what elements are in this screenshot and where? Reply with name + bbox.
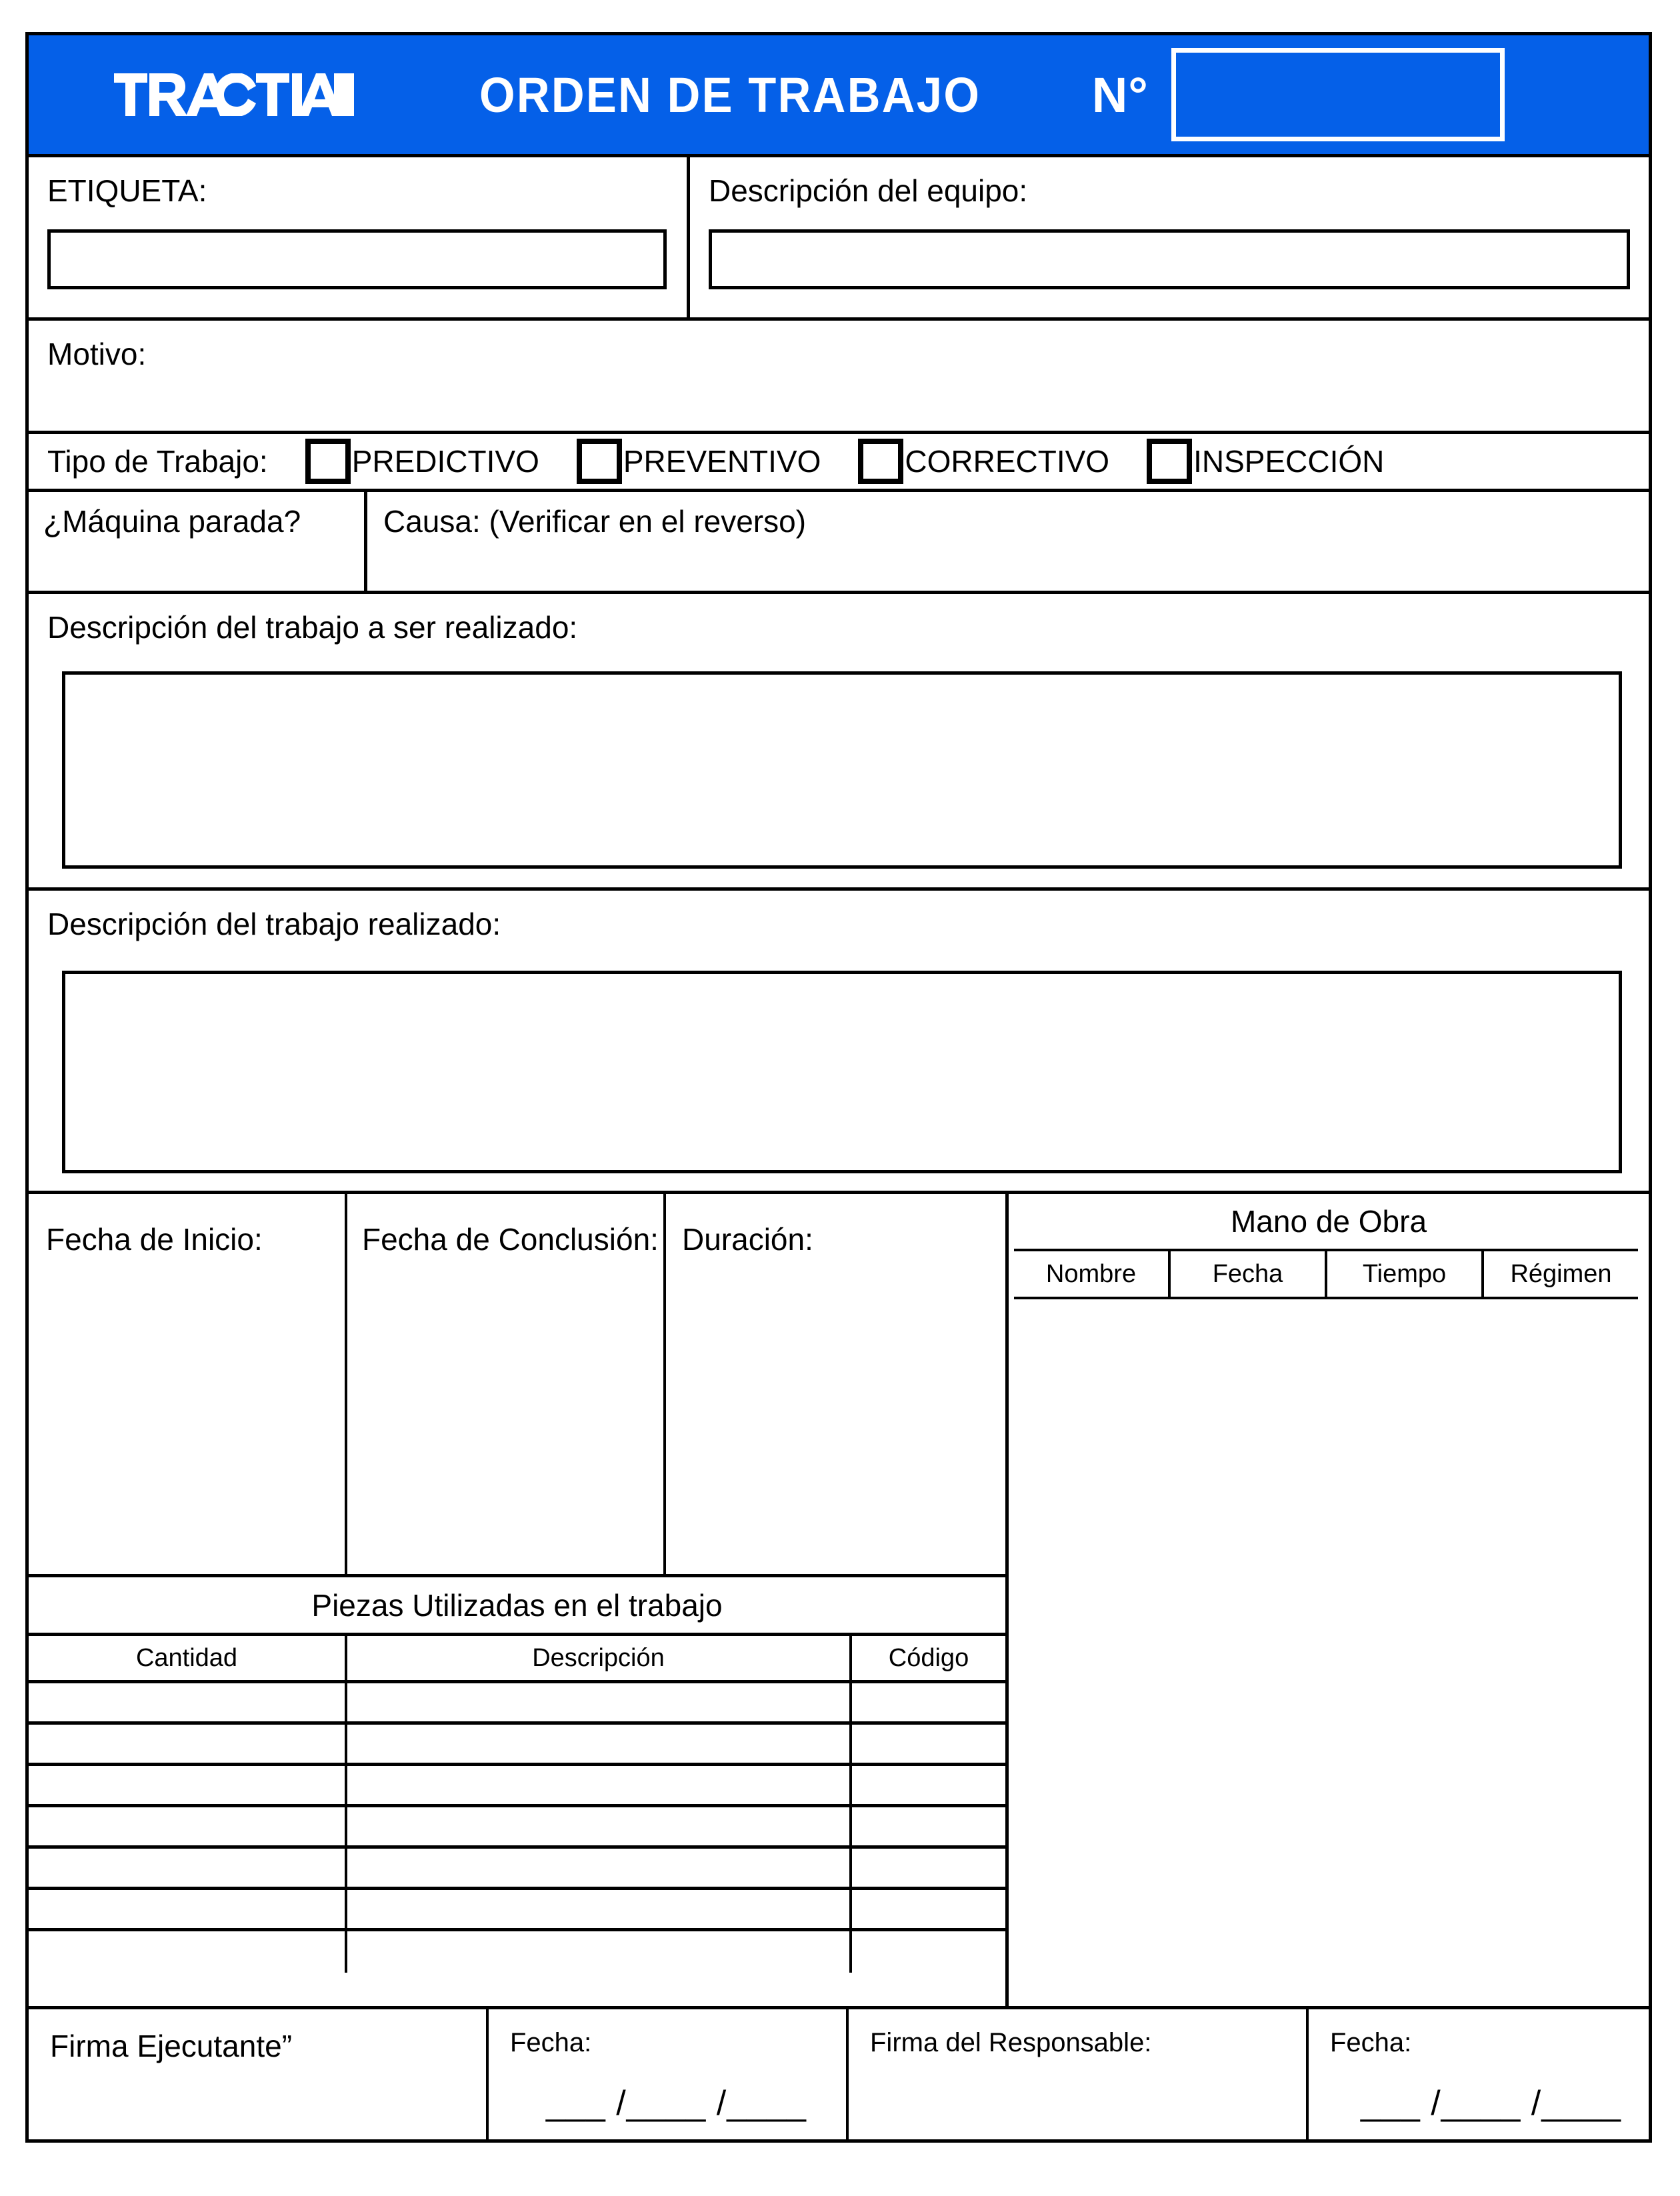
reason-row bbox=[29, 321, 1649, 434]
reason-cell[interactable] bbox=[29, 321, 1649, 431]
work-done-row bbox=[29, 891, 1649, 1194]
labor-column-regimen: Régimen bbox=[1481, 1251, 1638, 1297]
responsible-signature-cell[interactable] bbox=[849, 2009, 1309, 2139]
parts-table-header bbox=[29, 1633, 1005, 1683]
parts-cell-codigo[interactable] bbox=[852, 1890, 1005, 1928]
work-to-do-input[interactable] bbox=[62, 671, 1622, 869]
tractian-logo bbox=[114, 73, 354, 116]
work-type-option-correctivo[interactable] bbox=[858, 439, 1109, 484]
machine-stopped-label: ¿Máquina parada? bbox=[43, 504, 301, 539]
duration-label: Duración: bbox=[682, 1222, 813, 1257]
reason-label: Motivo: bbox=[47, 337, 147, 371]
parts-cell-descripcion[interactable] bbox=[347, 1849, 852, 1887]
tag-cell bbox=[29, 157, 690, 317]
start-date-cell[interactable] bbox=[29, 1194, 347, 1574]
parts-cell-descripcion[interactable] bbox=[347, 1725, 852, 1763]
responsible-date-blank: ___ /____ /____ bbox=[1361, 2084, 1621, 2123]
parts-cell-descripcion[interactable] bbox=[347, 1683, 852, 1721]
parts-column-cantidad: Cantidad bbox=[29, 1636, 347, 1680]
executor-date-label: Fecha: bbox=[510, 2028, 592, 2057]
parts-table-body bbox=[29, 1683, 1005, 1973]
equipment-row bbox=[29, 157, 1649, 321]
checkbox-label-correctivo: CORRECTIVO bbox=[905, 444, 1110, 479]
parts-cell-cantidad[interactable] bbox=[29, 1766, 347, 1804]
labor-column bbox=[1009, 1194, 1649, 2006]
parts-cell-cantidad[interactable] bbox=[29, 1931, 347, 1973]
table-row[interactable] bbox=[29, 1931, 1005, 1973]
parts-cell-codigo[interactable] bbox=[852, 1683, 1005, 1721]
table-row[interactable] bbox=[29, 1807, 1005, 1849]
work-done-label: Descripción del trabajo realizado: bbox=[47, 907, 501, 941]
machine-stopped-row bbox=[29, 492, 1649, 594]
work-type-option-preventivo[interactable] bbox=[577, 439, 821, 484]
checkbox-correctivo[interactable] bbox=[858, 439, 903, 484]
parts-cell-cantidad[interactable] bbox=[29, 1849, 347, 1887]
table-row[interactable] bbox=[29, 1766, 1005, 1807]
labor-column-fecha: Fecha bbox=[1168, 1251, 1325, 1297]
table-row[interactable] bbox=[29, 1725, 1005, 1766]
equipment-description-cell bbox=[690, 157, 1649, 317]
labor-table-body[interactable] bbox=[1009, 1299, 1649, 2006]
form-header bbox=[29, 35, 1649, 157]
tag-label: ETIQUETA: bbox=[47, 173, 207, 208]
parts-column-descripcion: Descripción bbox=[347, 1636, 852, 1680]
parts-cell-descripcion[interactable] bbox=[347, 1931, 852, 1973]
end-date-label: Fecha de Conclusión: bbox=[362, 1222, 659, 1257]
work-type-row bbox=[29, 434, 1649, 492]
work-to-do-label: Descripción del trabajo a ser realizado: bbox=[47, 610, 578, 645]
start-date-label: Fecha de Inicio: bbox=[46, 1222, 263, 1257]
work-done-cell bbox=[29, 891, 1649, 1191]
mid-section bbox=[29, 1194, 1649, 2006]
parts-cell-cantidad[interactable] bbox=[29, 1890, 347, 1928]
equipment-description-label: Descripción del equipo: bbox=[709, 173, 1028, 208]
responsible-date-cell[interactable] bbox=[1309, 2009, 1649, 2139]
parts-cell-descripcion[interactable] bbox=[347, 1807, 852, 1845]
checkbox-inspeccion[interactable] bbox=[1147, 439, 1192, 484]
machine-stopped-cell[interactable] bbox=[29, 492, 367, 591]
checkbox-label-inspeccion: INSPECCIÓN bbox=[1193, 444, 1385, 479]
labor-column-nombre: Nombre bbox=[1045, 1259, 1137, 1288]
labor-table-title: Mano de Obra bbox=[1230, 1204, 1427, 1239]
executor-signature-cell[interactable] bbox=[29, 2009, 489, 2139]
work-type-option-predictivo[interactable] bbox=[305, 439, 539, 484]
parts-cell-codigo[interactable] bbox=[852, 1931, 1005, 1973]
parts-cell-cantidad[interactable] bbox=[29, 1725, 347, 1763]
table-row[interactable] bbox=[29, 1683, 1005, 1725]
table-row[interactable] bbox=[29, 1849, 1005, 1890]
parts-cell-codigo[interactable] bbox=[852, 1725, 1005, 1763]
work-to-do-row bbox=[29, 594, 1649, 891]
executor-date-blank: ___ /____ /____ bbox=[546, 2084, 807, 2123]
cause-cell[interactable] bbox=[367, 492, 1649, 591]
work-type-label: Tipo de Trabajo: bbox=[47, 444, 268, 479]
parts-cell-cantidad[interactable] bbox=[29, 1807, 347, 1845]
parts-cell-descripcion[interactable] bbox=[347, 1766, 852, 1804]
end-date-cell[interactable] bbox=[347, 1194, 666, 1574]
cause-label: Causa: (Verificar en el reverso) bbox=[383, 504, 807, 539]
parts-cell-codigo[interactable] bbox=[852, 1849, 1005, 1887]
table-row[interactable] bbox=[29, 1890, 1005, 1931]
labor-column-tiempo: Tiempo bbox=[1325, 1251, 1481, 1297]
dates-and-parts-column bbox=[29, 1194, 1009, 2006]
parts-column-codigo: Código bbox=[888, 1643, 969, 1672]
parts-cell-codigo[interactable] bbox=[852, 1807, 1005, 1845]
work-order-form bbox=[25, 32, 1652, 2143]
checkbox-label-preventivo: PREVENTIVO bbox=[623, 444, 821, 479]
work-done-input[interactable] bbox=[62, 971, 1622, 1173]
checkbox-preventivo[interactable] bbox=[577, 439, 622, 484]
parts-cell-descripcion[interactable] bbox=[347, 1890, 852, 1928]
executor-date-cell[interactable] bbox=[489, 2009, 849, 2139]
tag-input[interactable] bbox=[47, 229, 667, 289]
work-to-do-cell bbox=[29, 594, 1649, 887]
checkbox-predictivo[interactable] bbox=[305, 439, 351, 484]
signature-row bbox=[29, 2006, 1649, 2139]
parts-table-title: Piezas Utilizadas en el trabajo bbox=[29, 1574, 1005, 1633]
page-title: ORDEN DE TRABAJO bbox=[479, 67, 981, 123]
equipment-description-input[interactable] bbox=[709, 229, 1630, 289]
order-number-label: N° bbox=[1091, 67, 1149, 123]
executor-signature-label: Firma Ejecutante” bbox=[50, 2029, 293, 2063]
order-number-input[interactable] bbox=[1171, 48, 1505, 141]
labor-table-header bbox=[1014, 1249, 1638, 1299]
checkbox-label-predictivo: PREDICTIVO bbox=[351, 444, 539, 479]
responsible-signature-label: Firma del Responsable: bbox=[870, 2028, 1152, 2057]
work-type-option-inspeccion[interactable] bbox=[1147, 439, 1384, 484]
dates-row bbox=[29, 1194, 1005, 1574]
parts-cell-codigo[interactable] bbox=[852, 1766, 1005, 1804]
parts-cell-cantidad[interactable] bbox=[29, 1683, 347, 1721]
responsible-date-label: Fecha: bbox=[1330, 2028, 1412, 2057]
duration-cell[interactable] bbox=[666, 1194, 1005, 1574]
